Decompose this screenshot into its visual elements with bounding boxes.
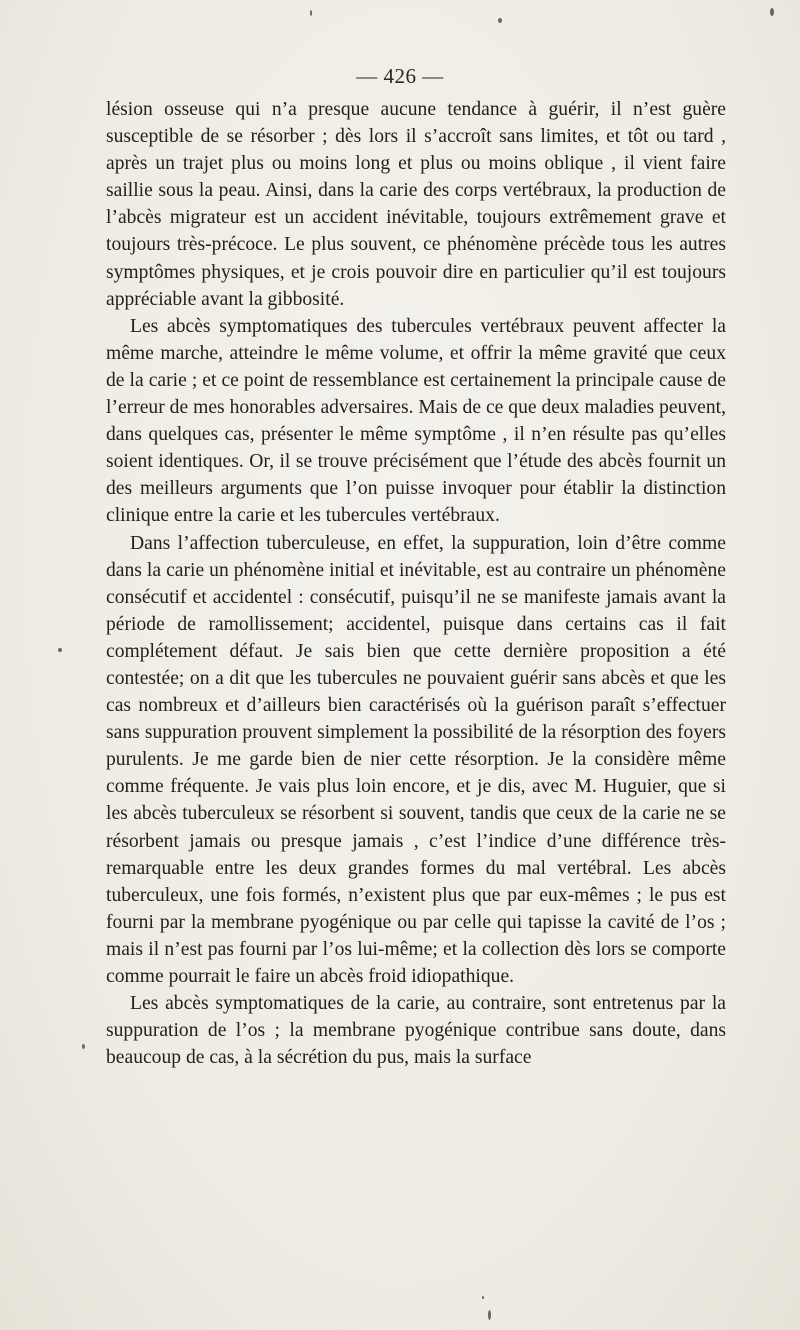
- body-text: [106, 96, 726, 1071]
- page-number: — 426 —: [356, 64, 444, 88]
- paper-speck: [488, 1310, 491, 1320]
- paper-speck: [498, 18, 502, 23]
- paper-speck: [82, 1044, 85, 1049]
- paper-speck: [770, 8, 774, 16]
- paragraph: Les abcès symptomatiques des tubercules vertébraux peuvent affecter la même marche, atteindre le même volume, et offrir la même gravité que ceux de la carie ; et ce point de ressemblance est certainement la principale cause de l’erreur de mes honorables adversaires. Mais de ce que deux maladies peuvent, dans quelques cas, présenter le même symptôme , il n’en résulte pas qu’elles soient identiques. Or, il se trouve précisément que l’étude des abcès fournit un des meilleurs arguments que l’on puisse invoquer pour établir la distinction clinique entre la carie et les tubercules vertébraux.: [106, 315, 726, 527]
- paragraph-continued: lésion osseuse qui n’a presque aucune tendance à guérir, il n’est guère susceptible de se résorber ; dès lors il s’accroît sans limites, et tôt ou tard , après un trajet plus ou moins long et plus ou moins oblique , il vient faire saillie sous la peau. Ainsi, dans la carie des corps vertébraux, la production de l’abcès migrateur est un accident inévitable, toujours extrêmement grave et toujours très-précoce. Le plus souvent, ce phénomène précède tous les autres symptômes physiques, et je crois pouvoir dire en particulier qu’il est toujours appréciable avant la gibbosité.: [106, 99, 726, 310]
- paper-speck: [482, 1296, 484, 1299]
- paragraph: Les abcès symptomatiques de la carie, au contraire, sont entretenus par la suppuration de l’os ; la membrane pyogénique contribue sans doute, dans beaucoup de cas, à la sécrétion du pus, mais la surface: [106, 993, 726, 1069]
- paragraph: Dans l’affection tuberculeuse, en effet, la suppuration, loin d’être comme dans la carie un phénomène initial et inévitable, est au contraire un phénomène consécutif et accidentel : consécutif, puisqu’il ne se manifeste jamais avant la période de ramollissement; accidentel, puisque dans certains cas il fait complétement défaut. Je sais bien que cette dernière proposition a été contestée; on a dit que les tubercules ne pouvaient guérir sans abcès et que les cas nombreux et d’ailleurs bien caractérisés où la guérison paraît s’effectuer sans suppuration prouvent simplement la possibilité de la résorption des foyers purulents. Je me garde bien de nier cette résorption. Je la considère même comme fréquente. Je vais plus loin encore, et je dis, avec M. Huguier, que si les abcès tuberculeux se résorbent si souvent, tandis que ceux de la carie ne se résorbent jamais ou presque jamais , c’est l’indice d’une différence très-remarquable entre les deux grandes formes du mal vertébral. Les abcès tuberculeux, une fois formés, n’existent plus que par eux-mêmes ; le pus est fourni par la membrane pyogénique ou par celle qui tapisse la cavité de l’os ; mais il n’est pas fourni par l’os lui-même; et la collection dès lors se comporte comme pourrait le faire un abcès froid idiopathique.: [106, 532, 726, 987]
- paper-speck: [310, 10, 312, 16]
- paper-speck: [58, 648, 62, 652]
